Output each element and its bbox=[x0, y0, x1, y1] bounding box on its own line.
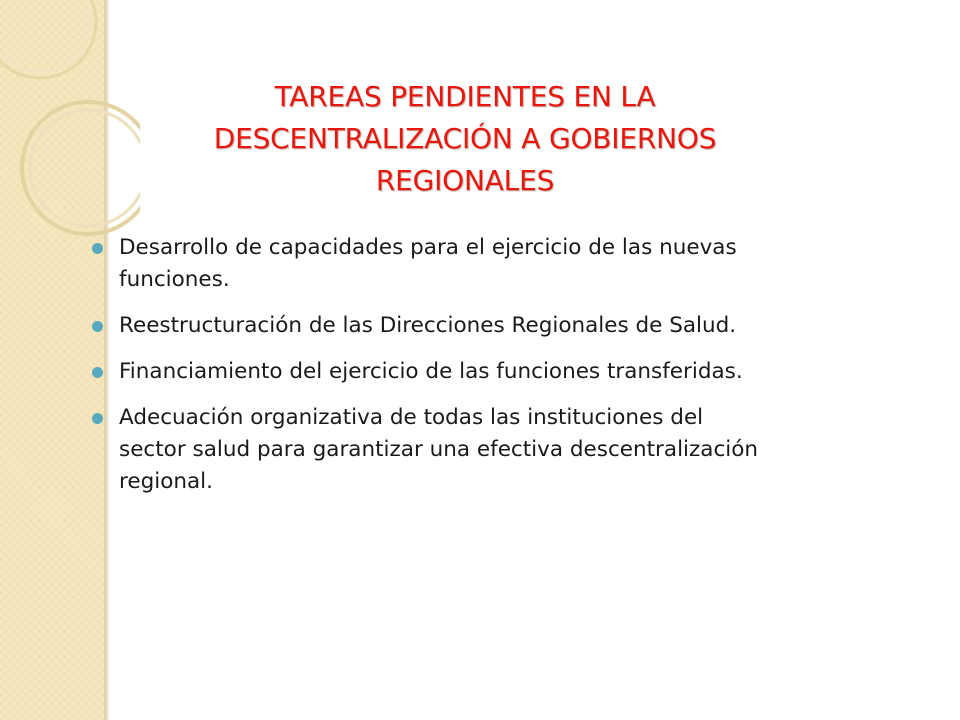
bullet-list bbox=[92, 232, 912, 512]
bullet-text-line: sector salud para garantizar una efectiva descentralización bbox=[119, 437, 759, 462]
bullet-dot-icon bbox=[92, 413, 103, 424]
bullet-dot-icon bbox=[92, 321, 103, 332]
bullet-dot-icon bbox=[92, 367, 103, 378]
bullet-text-line: Adecuación organizativa de todas las instituciones del bbox=[119, 405, 704, 430]
decorative-ring-outer-top bbox=[0, 0, 96, 78]
bullet-item bbox=[92, 232, 912, 296]
title-line: TAREAS PENDIENTES EN LA bbox=[274, 80, 656, 113]
bullet-item bbox=[92, 310, 912, 342]
bullet-item bbox=[92, 402, 912, 498]
bullet-dot-icon bbox=[92, 243, 103, 254]
bullet-item bbox=[92, 356, 912, 388]
bullet-text-line: Reestructuración de las Direcciones Regionales de Salud. bbox=[119, 313, 737, 338]
slide-title bbox=[120, 76, 810, 202]
decorative-circles bbox=[0, 0, 140, 260]
bullet-text-line: regional. bbox=[119, 469, 213, 494]
title-line: REGIONALES bbox=[375, 164, 555, 197]
title-line: DESCENTRALIZACIÓN A GOBIERNOS bbox=[213, 122, 717, 155]
decorative-ring-inner-top bbox=[0, 0, 90, 72]
bullet-text-line: Financiamiento del ejercicio de las funciones transferidas. bbox=[119, 359, 743, 384]
bullet-text-line: funciones. bbox=[119, 267, 230, 292]
bullet-text-line: Desarrollo de capacidades para el ejercicio de las nuevas bbox=[119, 235, 737, 260]
